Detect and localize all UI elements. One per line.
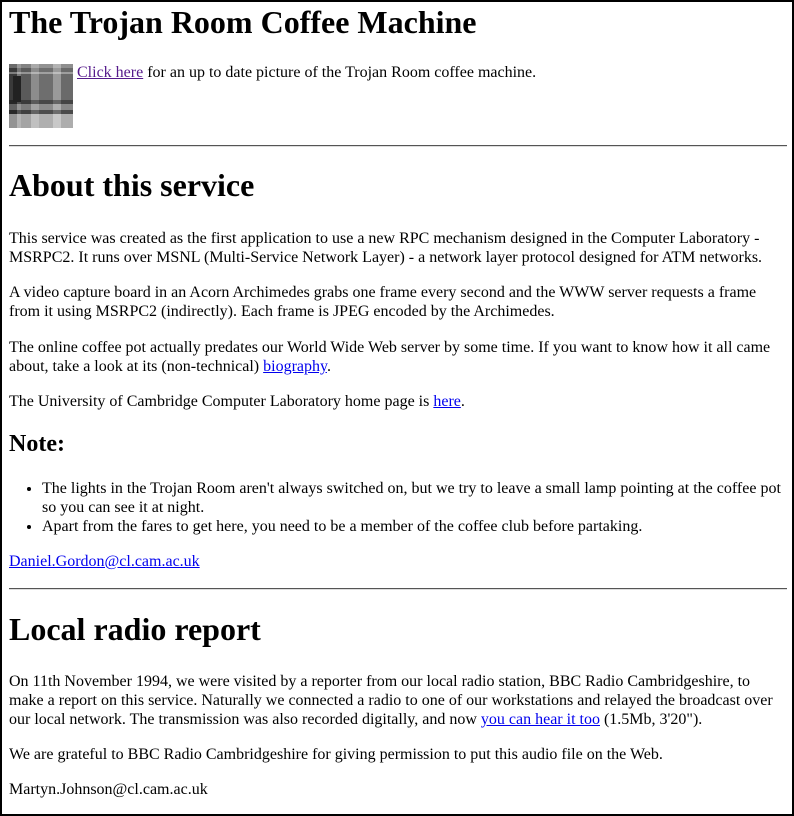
coffee-pot-thumbnail-link[interactable]	[9, 64, 73, 128]
intro-row	[9, 64, 536, 128]
about-heading: About this service	[9, 167, 255, 203]
punctuation: .	[326, 358, 331, 375]
radio-paragraph-1-text: On 11th November 1994, we were visited by a reporter from our local radio station, BBC Radio Cambridgeshire, to make a report on this service. Naturally we connected a radio to one of our workstations and relayed the broadcast over our local network. The transmission was also recorded digitally, and now	[9, 673, 773, 728]
intro-description: for an up to date picture of the Trojan Room coffee machine.	[143, 64, 537, 81]
daniel-gordon-email-link[interactable]: Daniel.Gordon@cl.cam.ac.uk	[9, 553, 200, 570]
click-here-link[interactable]: Click here	[77, 64, 144, 81]
punctuation: .	[460, 393, 465, 410]
about-paragraph-3	[9, 338, 784, 376]
note-heading: Note:	[9, 431, 65, 457]
divider	[9, 145, 787, 147]
note-list-item: • The lights in the Trojan Room aren't always switched on, but we try to leave a small lamp pointing at the coffee pot so you can see it at night.	[42, 479, 784, 517]
coffee-pot-thumbnail-icon[interactable]	[9, 64, 73, 128]
audio-file-info: (1.5Mb, 3'20").	[599, 711, 703, 728]
page-title: The Trojan Room Coffee Machine	[9, 4, 477, 40]
about-paragraph-4	[9, 392, 784, 411]
about-paragraph-1: This service was created as the first application to use a new RPC mechanism designed in the Computer Laboratory - MSRPC2. It runs over MSNL (Multi-Service Network Layer) - a network layer protocol designed for ATM networks.	[9, 230, 763, 266]
about-paragraph-4-text: The University of Cambridge Computer Laboratory home page is	[9, 393, 434, 410]
note-list-item: • Apart from the fares to get here, you need to be a member of the coffee club before partaking.	[42, 517, 784, 536]
radio-heading: Local radio report	[9, 611, 261, 647]
biography-link[interactable]: biography	[263, 358, 327, 375]
home-page-here-link[interactable]: here	[433, 393, 461, 410]
contact-paragraph	[9, 552, 784, 571]
divider	[9, 588, 787, 590]
radio-paragraph-2: We are grateful to BBC Radio Cambridgeshire for giving permission to put this audio file on the Web.	[9, 746, 663, 763]
intro-text	[77, 64, 536, 82]
hear-it-too-link[interactable]: you can hear it too	[480, 711, 600, 728]
about-paragraph-2: A video capture board in an Acorn Archimedes grabs one frame every second and the WWW server requests a frame from it using MSRPC2 (indirectly). Each frame is JPEG encoded by the Archimedes.	[9, 284, 757, 320]
martyn-johnson-email: Martyn.Johnson@cl.cam.ac.uk	[9, 781, 208, 798]
note-list	[2, 479, 784, 536]
about-paragraph-3-text: The online coffee pot actually predates our World Wide Web server by some time. If you want to know how it all came about, take a look at its (non-technical)	[9, 339, 771, 375]
radio-paragraph-1	[9, 672, 784, 729]
